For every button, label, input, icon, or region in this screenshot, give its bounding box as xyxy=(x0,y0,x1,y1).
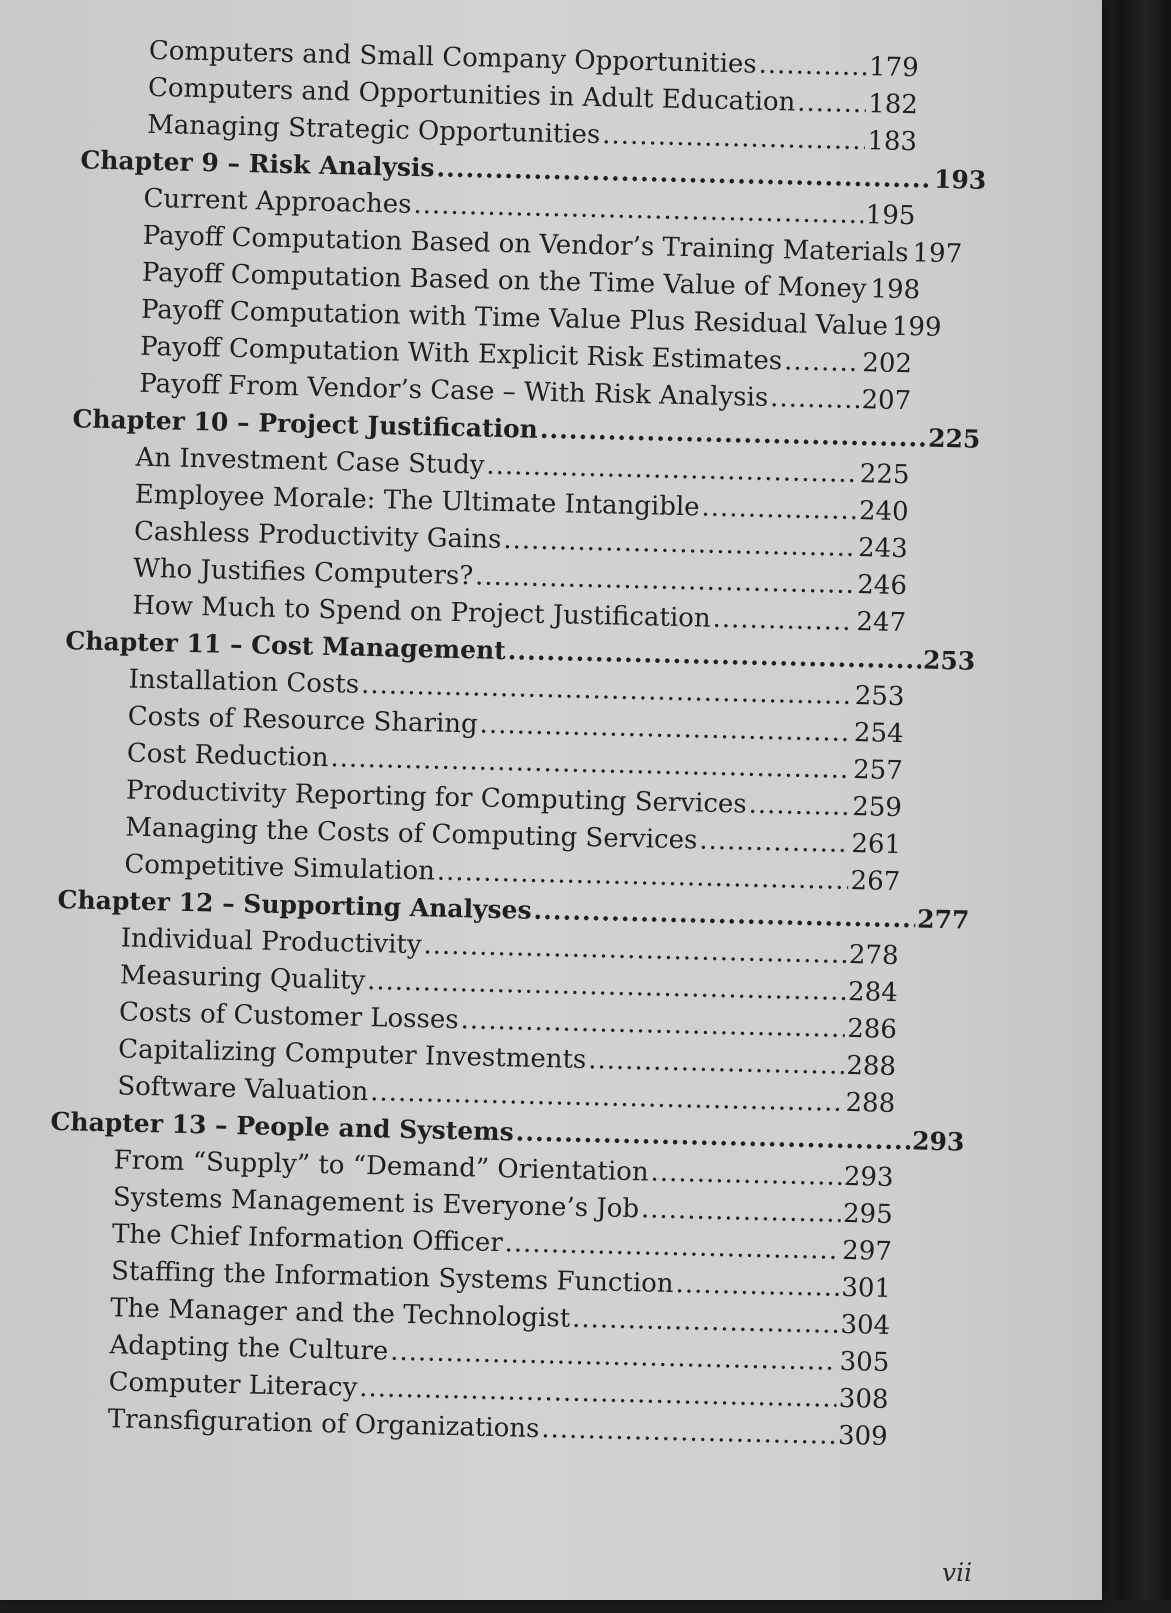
toc-entry-label: Competitive Simulation xyxy=(124,849,436,887)
toc-entry-label: Computers and Small Company Opportunities xyxy=(148,35,758,80)
toc-chapter-label: Chapter 11 – Cost Management xyxy=(65,626,507,666)
leader-dots xyxy=(712,604,855,637)
toc-entry-page: 284 xyxy=(847,976,899,1009)
leader-dots xyxy=(675,1269,839,1303)
leader-dots xyxy=(330,743,851,785)
toc-entry-page: 288 xyxy=(846,1050,897,1083)
leader-dots xyxy=(541,1414,836,1451)
toc-entry-label: Cost Reduction xyxy=(126,738,329,774)
toc-entry-label: Managing the Costs of Computing Services xyxy=(124,812,698,856)
leader-dots xyxy=(868,274,869,304)
leader-dots xyxy=(748,790,850,822)
leader-dots xyxy=(784,346,861,378)
toc-entry-label: Payoff From Vendor’s Case – With Risk Analysis xyxy=(139,368,769,413)
leader-dots xyxy=(359,1373,837,1414)
toc-entry-label: Transfiguration of Organizations xyxy=(107,1404,540,1445)
toc-entry-page: 286 xyxy=(846,1013,898,1046)
toc-entry-page: 308 xyxy=(838,1383,889,1415)
toc-entry-page: 246 xyxy=(856,570,908,602)
leader-dots xyxy=(436,153,932,193)
toc-entry-label: Computer Literacy xyxy=(108,1367,358,1403)
toc-entry-label: Computers and Opportunities in Adult Education xyxy=(147,72,796,118)
toc-entry-label: Cashless Productivity Gains xyxy=(133,516,502,555)
leader-dots xyxy=(641,1194,842,1229)
toc-entry-page: 301 xyxy=(841,1272,892,1304)
leader-dots xyxy=(437,857,849,896)
toc-entry-page: 288 xyxy=(845,1087,896,1120)
leader-dots xyxy=(515,1117,910,1155)
toc-entry-page: 182 xyxy=(867,89,919,121)
toc-entry-label: Costs of Customer Losses xyxy=(118,997,459,1036)
toc-entry-label: Current Approaches xyxy=(143,183,412,220)
toc-entry-page: 259 xyxy=(851,791,903,824)
leader-dots xyxy=(486,451,858,489)
toc-entry-page: 199 xyxy=(891,311,942,343)
toc-entry-label: The Chief Information Officer xyxy=(111,1219,504,1259)
leader-dots xyxy=(533,896,915,934)
toc-entry-label: Software Valuation xyxy=(117,1071,369,1108)
toc-chapter-label: Chapter 10 – Project Justification xyxy=(72,404,539,444)
toc-entry-label: The Manager and the Technologist xyxy=(110,1293,571,1334)
toc-entry-page: 304 xyxy=(840,1309,891,1341)
toc-entry-label: Managing Strategic Opportunities xyxy=(146,109,601,151)
toc-entry-label: How Much to Spend on Project Justification xyxy=(131,590,711,634)
leader-dots xyxy=(413,190,864,230)
leader-dots xyxy=(770,383,860,415)
leader-dots xyxy=(699,826,850,859)
toc-entry-page: 240 xyxy=(858,496,909,528)
toc-entry-label: Payoff Computation With Explicit Risk Estimates xyxy=(139,331,783,377)
leader-dots xyxy=(540,415,927,453)
toc-entry-page: 225 xyxy=(859,459,910,491)
toc-chapter-page: 193 xyxy=(933,164,987,195)
toc-entry-label: An Investment Case Study xyxy=(135,442,485,481)
leader-dots xyxy=(504,1228,840,1266)
toc-entry-page: 207 xyxy=(861,385,912,417)
toc-entry-page: 295 xyxy=(842,1198,894,1231)
toc-entry-page: 253 xyxy=(854,681,905,713)
toc-entry-page: 197 xyxy=(912,238,963,270)
toc-chapter-label: Chapter 13 – People and Systems xyxy=(50,1106,515,1147)
toc-chapter-page: 253 xyxy=(922,645,976,676)
toc-entry-label: Payoff Computation with Time Value Plus Residual Value xyxy=(140,294,889,342)
page-folio: vii xyxy=(942,1558,973,1587)
leader-dots xyxy=(503,525,856,563)
leader-dots xyxy=(797,88,867,120)
toc-entry-page: 254 xyxy=(853,718,904,750)
leader-dots xyxy=(910,238,911,268)
leader-dots xyxy=(370,1077,844,1118)
leader-dots xyxy=(507,636,921,674)
toc-entry-page: 198 xyxy=(870,274,921,306)
toc-entry-label: Measuring Quality xyxy=(119,960,366,996)
leader-dots xyxy=(890,312,891,342)
toc-entry-label: Systems Management is Everyone’s Job xyxy=(112,1182,640,1225)
toc-entry-label: Individual Productivity xyxy=(120,923,422,961)
toc-entry-page: 183 xyxy=(867,126,918,158)
toc-entry-label: Payoff Computation Based on Vendor’s Training Materials xyxy=(142,220,909,269)
leader-dots xyxy=(361,670,853,711)
leader-dots xyxy=(572,1304,839,1340)
leader-dots xyxy=(390,1337,838,1377)
toc-entry-label: Who Justifies Computers? xyxy=(132,553,474,592)
toc-entry-page: 293 xyxy=(843,1161,894,1194)
toc-entry-label: Adapting the Culture xyxy=(109,1330,389,1367)
leader-dots xyxy=(367,966,847,1007)
leader-dots xyxy=(423,930,847,970)
toc-entry-page: 243 xyxy=(857,533,909,565)
leader-dots xyxy=(701,493,857,527)
toc-entry-label: Installation Costs xyxy=(128,664,360,700)
toc-chapter-page: 225 xyxy=(927,423,981,454)
toc-entry-label: Payoff Computation Based on the Time Value of Money xyxy=(141,257,867,305)
toc-entry-page: 179 xyxy=(868,52,920,84)
toc-entry-page: 305 xyxy=(839,1346,890,1378)
leader-dots xyxy=(588,1045,845,1081)
toc-entry-label: Capitalizing Computer Investments xyxy=(117,1034,587,1076)
toc-entry-label: Employee Morale: The Ultimate Intangible xyxy=(134,479,700,523)
toc-chapter-label: Chapter 12 – Supporting Analyses xyxy=(57,884,532,925)
toc-chapter-page: 277 xyxy=(916,904,970,935)
leader-dots xyxy=(460,1005,845,1044)
leader-dots xyxy=(475,561,856,600)
toc-entry-label: Costs of Resource Sharing xyxy=(127,701,479,740)
leader-dots xyxy=(758,50,867,82)
toc-entry-page: 247 xyxy=(856,607,907,639)
toc-entry-label: Staffing the Information Systems Function xyxy=(110,1256,674,1300)
toc-entry-page: 261 xyxy=(851,828,902,861)
toc-entry-page: 257 xyxy=(852,755,904,787)
leader-dots xyxy=(650,1158,842,1192)
toc-entry-page: 297 xyxy=(841,1235,893,1268)
toc-entry-page: 202 xyxy=(862,348,913,380)
toc-entry-page: 195 xyxy=(865,200,916,232)
leader-dots xyxy=(479,710,852,748)
toc-entry-page: 309 xyxy=(837,1420,888,1452)
toc-entry-page: 278 xyxy=(848,939,899,972)
toc-entry-label: From “Supply” to “Demand” Orientation xyxy=(113,1145,649,1188)
toc-chapter-label: Chapter 9 – Risk Analysis xyxy=(80,145,435,183)
toc-chapter-page: 293 xyxy=(911,1126,965,1157)
leader-dots xyxy=(602,120,866,156)
toc-entry-page: 267 xyxy=(850,865,901,898)
toc-entry-label: Productivity Reporting for Computing Services xyxy=(125,775,748,820)
